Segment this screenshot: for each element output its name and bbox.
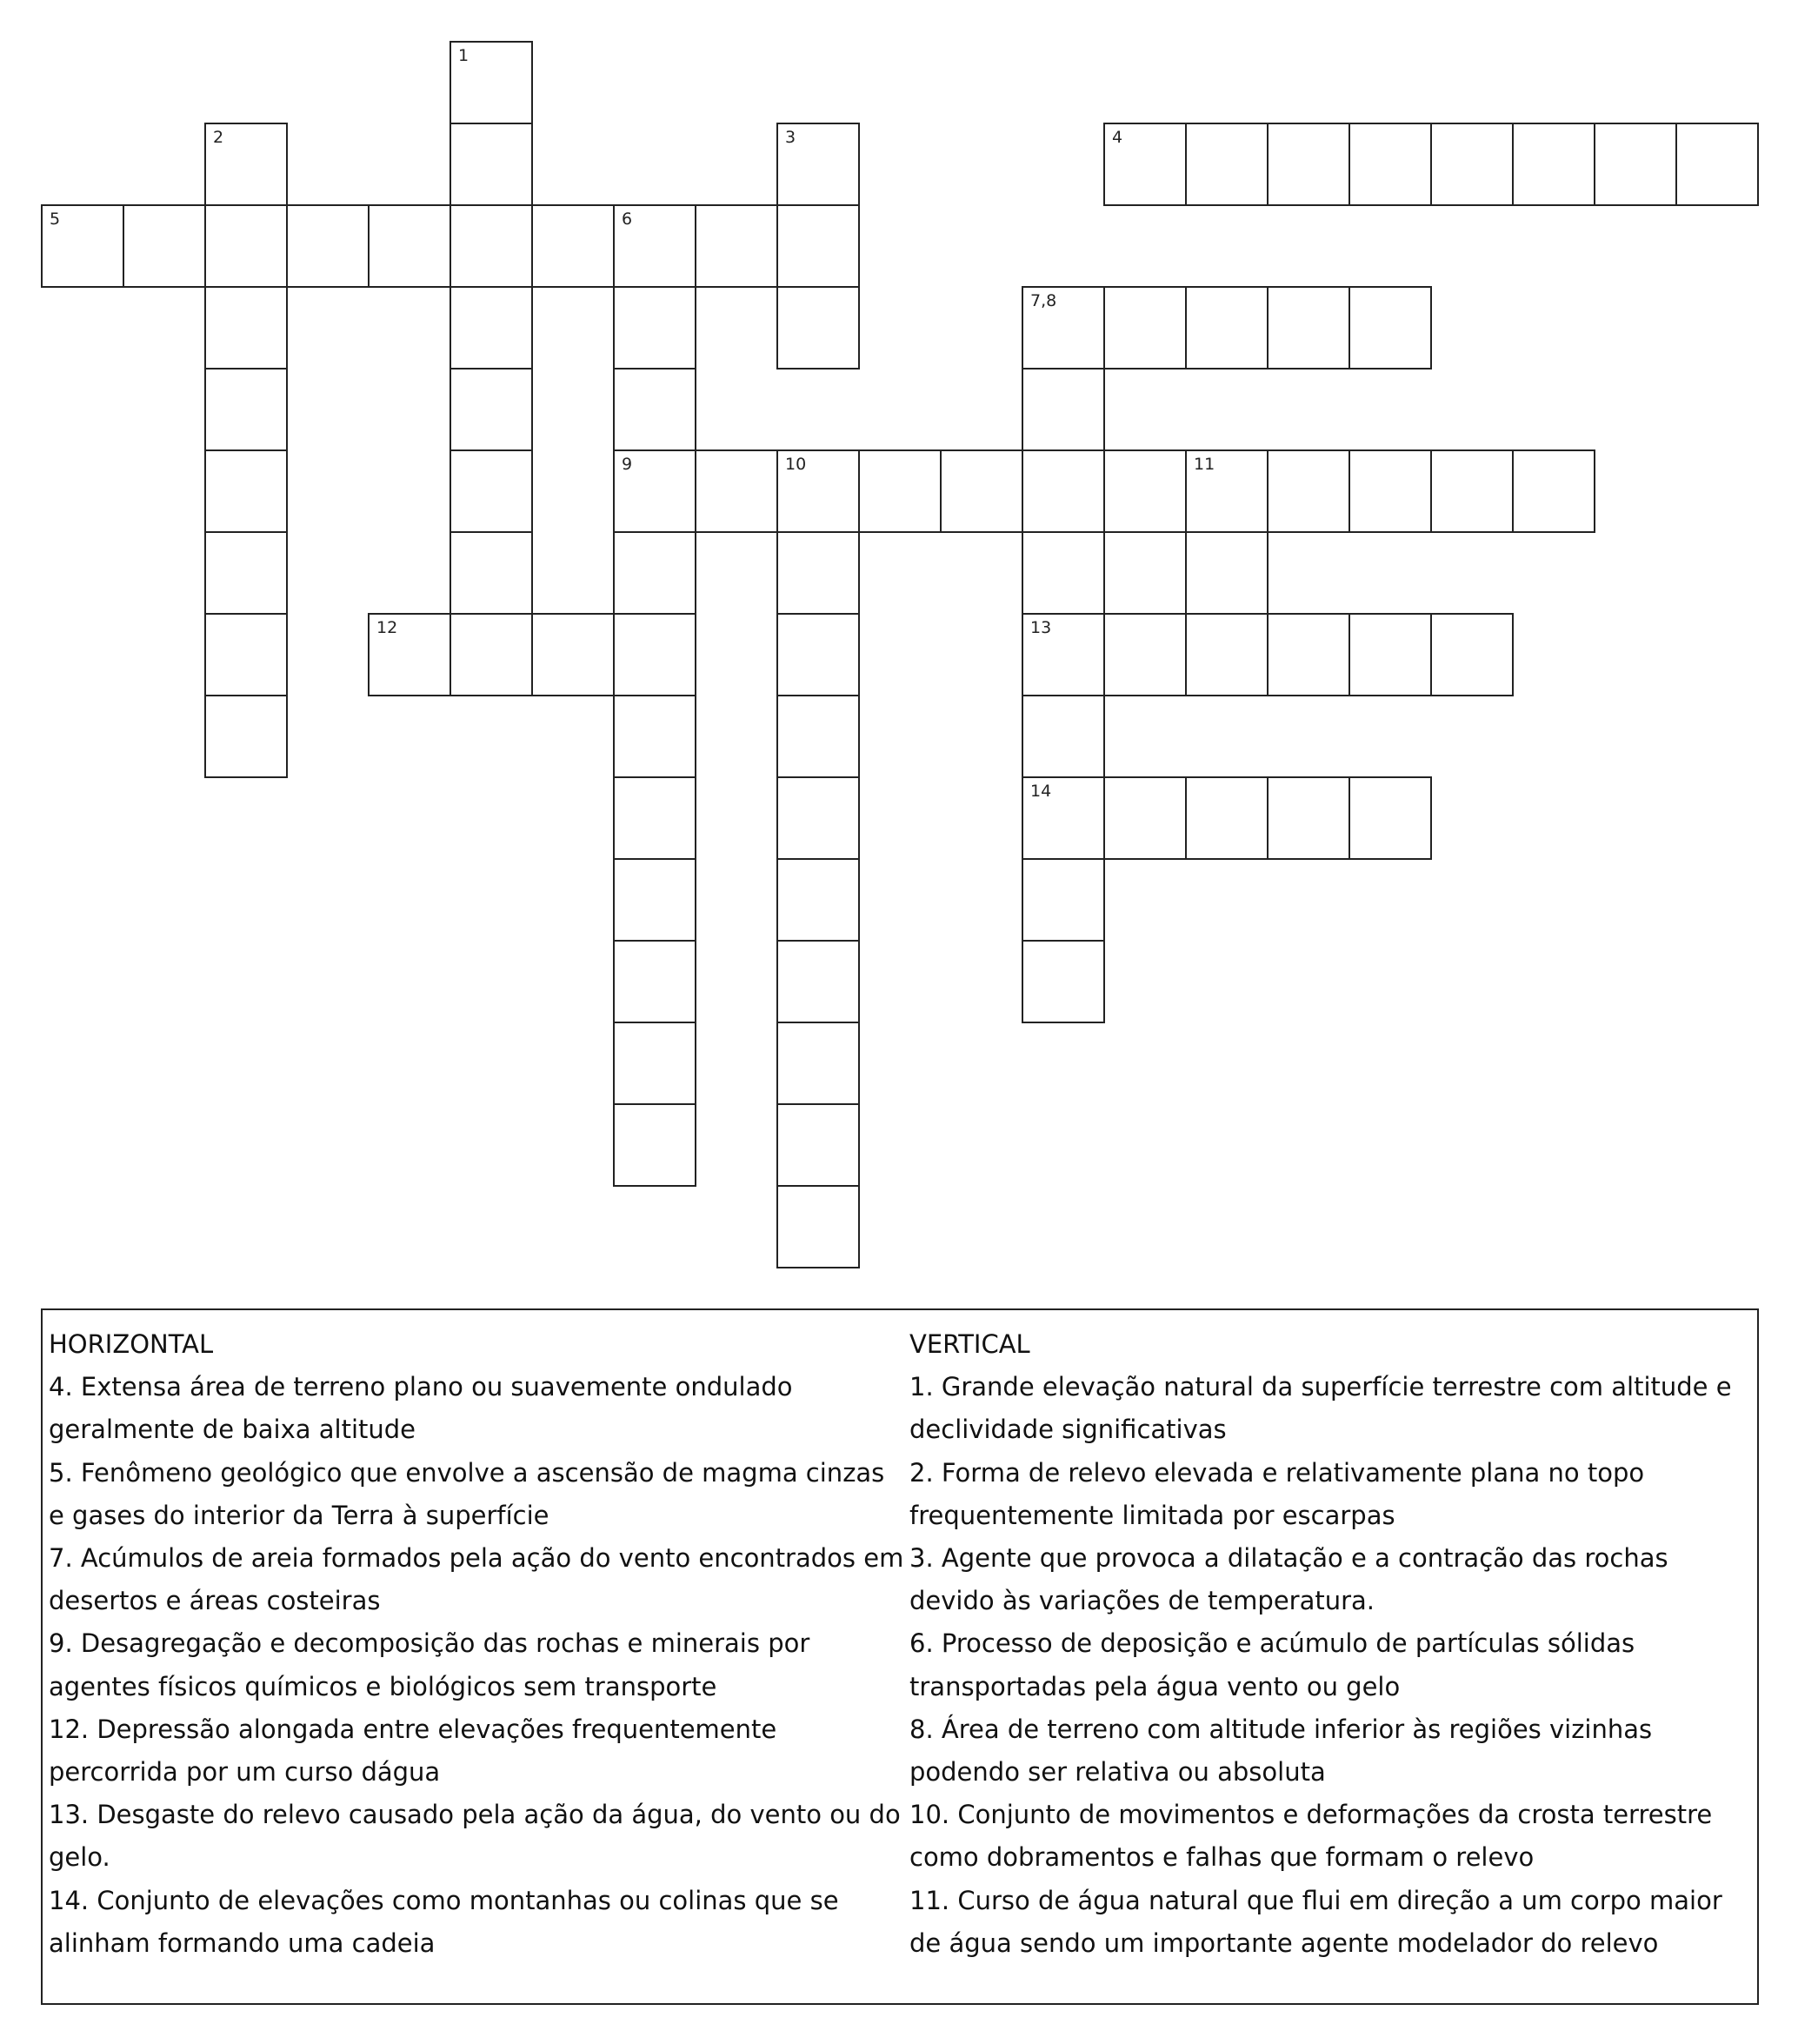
clue-number: 9 <box>622 455 633 474</box>
grid-cell[interactable] <box>204 368 288 451</box>
grid-cell[interactable] <box>204 695 288 778</box>
clue-horizontal-14: 14. Conjunto de elevações como montanhas ou colinas que se alinham formando uma cadeia <box>49 1885 839 1958</box>
clue-horizontal-5: 5. Fenômeno geológico que envolve a ascensão de magma cinzas e gases do interior da Terra à superfície <box>49 1457 885 1530</box>
clue-number: 6 <box>622 210 633 229</box>
grid-cell[interactable] <box>776 204 860 288</box>
grid-cell[interactable] <box>1185 449 1269 533</box>
grid-cell[interactable] <box>776 449 860 533</box>
grid-cell[interactable] <box>1348 123 1432 206</box>
clue-vertical-11: 11. Curso de água natural que flui em direção a um corpo maior de água sendo um importante agente modelador do relevo <box>909 1885 1722 1958</box>
grid-cell[interactable] <box>776 1103 860 1187</box>
clue-vertical-3: 3. Agente que provoca a dilatação e a contração das rochas devido às variações de temperatura. <box>909 1543 1668 1616</box>
grid-cell[interactable] <box>450 368 533 451</box>
grid-cell[interactable] <box>1185 531 1269 615</box>
clue-number: 2 <box>213 128 224 147</box>
clue-vertical-8: 8. Área de terreno com altitude inferior às regiões vizinhas podendo ser relativa ou absoluta <box>909 1714 1653 1788</box>
grid-cell[interactable] <box>1185 613 1269 696</box>
grid-cell[interactable] <box>204 613 288 696</box>
clue-horizontal-7: 7. Acúmulos de areia formados pela ação do vento encontrados em desertos e áreas costeiras <box>49 1543 904 1616</box>
grid-cell[interactable] <box>368 613 451 696</box>
grid-cell[interactable] <box>1022 449 1105 533</box>
clue-number: 11 <box>1194 455 1215 474</box>
clue-vertical-6: 6. Processo de deposição e acúmulo de partículas sólidas transportadas pela água vento ou gelo <box>909 1628 1635 1701</box>
grid-cell[interactable] <box>776 123 860 206</box>
grid-cell[interactable] <box>613 286 696 370</box>
grid-cell[interactable] <box>1022 695 1105 778</box>
grid-cell[interactable] <box>450 123 533 206</box>
grid-cell[interactable] <box>450 286 533 370</box>
grid-cell[interactable] <box>1348 286 1432 370</box>
grid-cell[interactable] <box>1430 613 1514 696</box>
grid-cell[interactable] <box>450 613 533 696</box>
grid-cell[interactable] <box>613 204 696 288</box>
grid-cell[interactable] <box>1267 449 1350 533</box>
grid-cell[interactable] <box>1348 613 1432 696</box>
clue-vertical-2: 2. Forma de relevo elevada e relativamente plana no topo frequentemente limitada por escarpas <box>909 1457 1645 1530</box>
grid-cell[interactable] <box>776 1185 860 1268</box>
grid-cell[interactable] <box>1267 123 1350 206</box>
horizontal-clues <box>49 1323 905 1965</box>
clue-vertical-10: 10. Conjunto de movimentos e deformações da crosta terrestre como dobramentos e falhas que formam o relevo <box>909 1800 1713 1873</box>
grid-cell[interactable] <box>776 613 860 696</box>
grid-cell[interactable] <box>1512 123 1595 206</box>
grid-cell[interactable] <box>613 449 696 533</box>
grid-cell[interactable] <box>1022 858 1105 942</box>
grid-cell[interactable] <box>1022 368 1105 451</box>
grid-cell[interactable] <box>776 776 860 860</box>
clue-number: 10 <box>785 455 807 474</box>
grid-cell[interactable] <box>204 449 288 533</box>
clue-horizontal-13: 13. Desgaste do relevo causado pela ação da água, do vento ou do gelo. <box>49 1800 901 1873</box>
clue-number: 4 <box>1112 128 1123 147</box>
grid-cell[interactable] <box>204 286 288 370</box>
grid-cell[interactable] <box>1022 613 1105 696</box>
grid-cell[interactable] <box>1348 776 1432 860</box>
grid-cell[interactable] <box>41 204 124 288</box>
grid-cell[interactable] <box>531 613 615 696</box>
grid-cell[interactable] <box>204 531 288 615</box>
clue-horizontal-4: 4. Extensa área de terreno plano ou suavemente ondulado geralmente de baixa altitude <box>49 1372 793 1445</box>
grid-cell[interactable] <box>1022 776 1105 860</box>
grid-cell[interactable] <box>776 695 860 778</box>
clue-number: 12 <box>376 618 398 637</box>
clue-number: 1 <box>458 46 469 65</box>
grid-cell[interactable] <box>1267 286 1350 370</box>
grid-cell[interactable] <box>776 858 860 942</box>
vertical-heading: VERTICAL <box>909 1329 1030 1359</box>
grid-cell[interactable] <box>613 1022 696 1105</box>
grid-cell[interactable] <box>1103 531 1187 615</box>
grid-cell[interactable] <box>1430 449 1514 533</box>
grid-cell[interactable] <box>1103 776 1187 860</box>
grid-cell[interactable] <box>1185 123 1269 206</box>
clue-number: 5 <box>50 210 61 229</box>
grid-cell[interactable] <box>1348 449 1432 533</box>
grid-cell[interactable] <box>1185 776 1269 860</box>
grid-cell[interactable] <box>1675 123 1759 206</box>
grid-cell[interactable] <box>450 41 533 124</box>
grid-cell[interactable] <box>613 776 696 860</box>
clues-box <box>41 1308 1759 2005</box>
grid-cell[interactable] <box>858 449 942 533</box>
clue-vertical-1: 1. Grande elevação natural da superfície terrestre com altitude e declividade significativas <box>909 1372 1732 1445</box>
grid-cell[interactable] <box>368 204 451 288</box>
grid-cell[interactable] <box>450 531 533 615</box>
grid-cell[interactable] <box>286 204 370 288</box>
vertical-clues <box>909 1323 1757 1965</box>
grid-cell[interactable] <box>1430 123 1514 206</box>
grid-cell[interactable] <box>1103 449 1187 533</box>
grid-cell[interactable] <box>776 286 860 370</box>
grid-cell[interactable] <box>776 531 860 615</box>
grid-cell[interactable] <box>695 449 778 533</box>
grid-cell[interactable] <box>1022 286 1105 370</box>
horizontal-heading: HORIZONTAL <box>49 1329 214 1359</box>
grid-cell[interactable] <box>531 204 615 288</box>
grid-cell[interactable] <box>204 204 288 288</box>
grid-cell[interactable] <box>613 613 696 696</box>
grid-cell[interactable] <box>940 449 1023 533</box>
clue-number: 13 <box>1030 618 1052 637</box>
grid-cell[interactable] <box>450 449 533 533</box>
clue-horizontal-9: 9. Desagregação e decomposição das rochas e minerais por agentes físicos químicos e biológicos sem transporte <box>49 1628 810 1701</box>
grid-cell[interactable] <box>123 204 206 288</box>
clue-number: 7,8 <box>1030 291 1057 310</box>
grid-cell[interactable] <box>613 531 696 615</box>
grid-cell[interactable] <box>613 1103 696 1187</box>
clue-horizontal-12: 12. Depressão alongada entre elevações frequentemente percorrida por um curso dágua <box>49 1714 777 1788</box>
grid-cell[interactable] <box>450 204 533 288</box>
grid-cell[interactable] <box>204 123 288 206</box>
grid-cell[interactable] <box>613 368 696 451</box>
clue-number: 3 <box>785 128 796 147</box>
grid-cell[interactable] <box>1103 613 1187 696</box>
grid-cell[interactable] <box>613 940 696 1023</box>
grid-cell[interactable] <box>1267 613 1350 696</box>
clue-number: 14 <box>1030 782 1052 801</box>
grid-cell[interactable] <box>1022 940 1105 1023</box>
grid-cell[interactable] <box>1185 286 1269 370</box>
grid-cell[interactable] <box>1103 286 1187 370</box>
grid-cell[interactable] <box>1267 776 1350 860</box>
grid-cell[interactable] <box>613 858 696 942</box>
grid-cell[interactable] <box>1512 449 1595 533</box>
grid-cell[interactable] <box>613 695 696 778</box>
grid-cell[interactable] <box>1022 531 1105 615</box>
grid-cell[interactable] <box>776 1022 860 1105</box>
grid-cell[interactable] <box>1103 123 1187 206</box>
grid-cell[interactable] <box>1594 123 1677 206</box>
grid-cell[interactable] <box>776 940 860 1023</box>
grid-cell[interactable] <box>695 204 778 288</box>
